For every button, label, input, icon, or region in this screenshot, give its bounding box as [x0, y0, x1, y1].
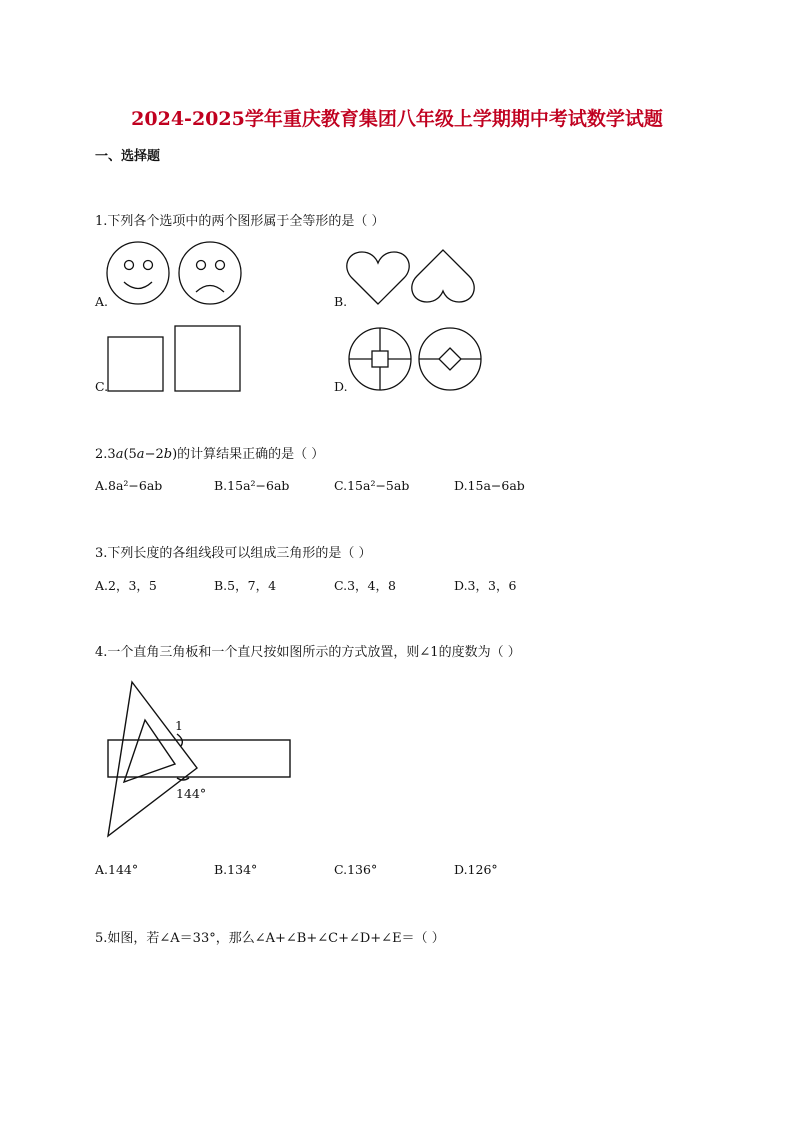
q4-option-a: A.144°	[95, 862, 139, 877]
q4-angle-1-label: 1	[175, 718, 183, 733]
q3-option-b: B.5，7，4	[214, 578, 277, 593]
q1-option-b-label: B.	[334, 294, 348, 309]
q4-triangle-ruler-figure	[105, 678, 305, 840]
q4-angle-144-label: 144°	[176, 786, 207, 801]
q3-option-d: D.3，3，6	[454, 578, 517, 593]
document-title: 2024-2025学年重庆教育集团八年级上学期期中考试数学试题	[131, 108, 663, 130]
q1-option-b-figure	[345, 248, 480, 308]
question-2-stem: 2.3a(5a−2b)的计算结果正确的是（ ）	[95, 447, 325, 462]
q1-option-d-label: D.	[334, 379, 348, 394]
question-4-stem: 4.一个直角三角板和一个直尺按如图所示的方式放置，则∠1的度数为（ ）	[95, 645, 521, 660]
q1-option-a-label: A.	[95, 294, 109, 309]
q2-option-b: B.15a²−6ab	[214, 478, 290, 493]
q1-option-d-figure	[345, 326, 485, 392]
question-1-stem: 1.下列各个选项中的两个图形属于全等形的是（ ）	[95, 214, 385, 229]
q2-option-c: C.15a²−5ab	[334, 478, 410, 493]
q1-option-a-figure	[105, 242, 245, 308]
q2-option-a: A.8a²−6ab	[95, 478, 163, 493]
q4-option-b: B.134°	[214, 862, 258, 877]
q4-option-d: D.126°	[454, 862, 498, 877]
q3-option-c: C.3，4，8	[334, 578, 396, 593]
q2-option-d: D.15a−6ab	[454, 478, 525, 493]
question-3-stem: 3.下列长度的各组线段可以组成三角形的是（ ）	[95, 546, 372, 561]
section-heading: 一、选择题	[95, 149, 161, 164]
q4-option-c: C.136°	[334, 862, 378, 877]
question-5-stem: 5.如图，若∠A＝33°，那么∠A+∠B+∠C+∠D+∠E＝（ ）	[95, 931, 445, 946]
q1-option-c-label: C.	[95, 379, 109, 394]
q3-option-a: A.2，3，5	[95, 578, 157, 593]
q1-option-c-figure	[105, 324, 245, 394]
